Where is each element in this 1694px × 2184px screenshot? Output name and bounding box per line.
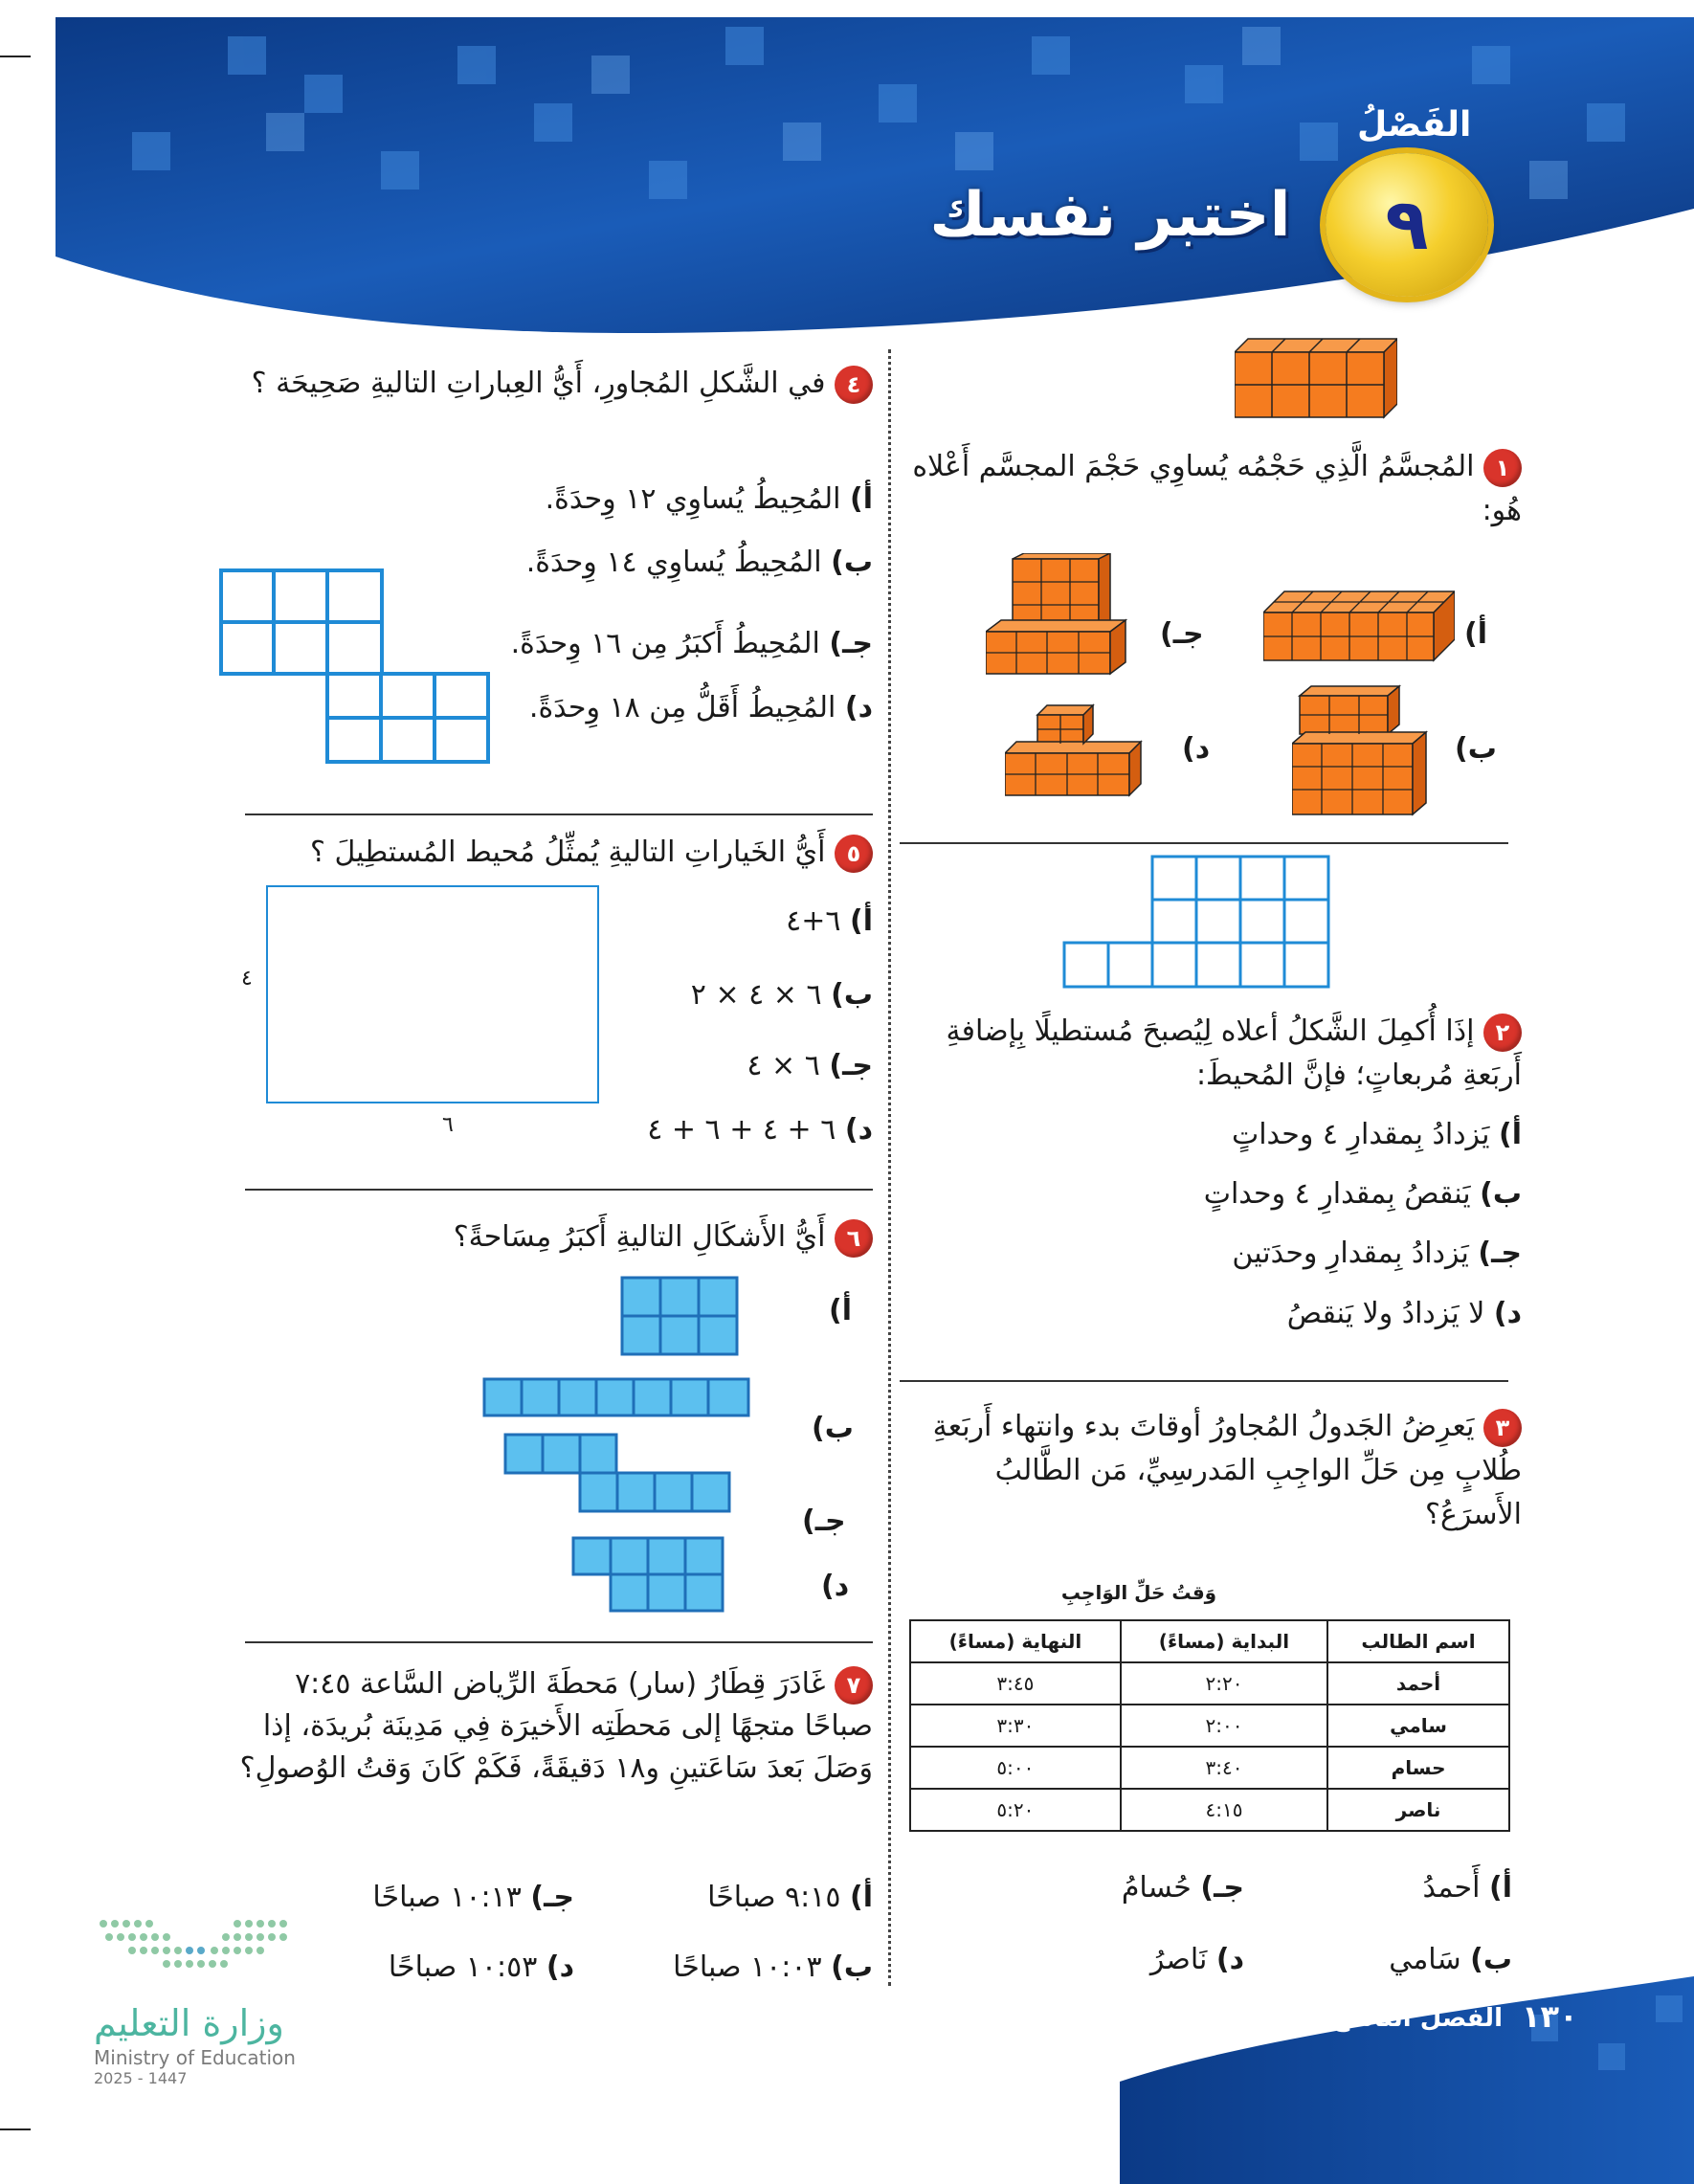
divider — [900, 1380, 1508, 1382]
q5-option-d[interactable] — [613, 1113, 873, 1147]
q4-option-b[interactable] — [450, 546, 873, 579]
q2-option-a-label: أ) — [1499, 1118, 1522, 1151]
q2-grid-figure — [1062, 855, 1330, 989]
table-cell: ٤:١٥ — [1121, 1789, 1327, 1831]
q2-option-a[interactable] — [957, 1118, 1522, 1151]
q3-option-a-text: أَحمدُ — [1422, 1871, 1481, 1905]
q2-number-badge: ٢ — [1483, 1014, 1522, 1052]
q5-option-c-text: ٦ × ٤ — [747, 1049, 820, 1082]
q6-text: أَيُّ الأَشكَالِ التاليةِ أَكبَرُ مِسَاحةً؟ — [453, 1220, 826, 1254]
q5-option-c-label: جـ) — [829, 1049, 873, 1082]
q2-option-b-label: ب) — [1480, 1177, 1522, 1211]
q1-option-d-solid — [1005, 703, 1148, 799]
q4-text: في الشَّكلِ المُجاورِ، أَيُّ العِباراتِ التاليةِ صَحِيحَة ؟ — [251, 367, 826, 400]
page-title: اختبر نفسك — [929, 180, 1291, 251]
q4-option-b-label: ب) — [831, 546, 873, 579]
q4-question — [230, 362, 873, 406]
q2-option-b-text: يَنقصُ بِمقدارِ ٤ وحداتٍ — [1203, 1177, 1471, 1211]
q3-option-c-label: جـ) — [1200, 1871, 1244, 1905]
divider — [245, 813, 873, 815]
table-cell: ٣:٤٥ — [910, 1662, 1121, 1705]
table-cell: سامي — [1327, 1705, 1509, 1747]
q5-number-badge: ٥ — [835, 835, 873, 873]
table-row — [910, 1747, 1509, 1789]
q5-width-label: ٦ — [442, 1113, 454, 1137]
q5-option-c[interactable] — [632, 1049, 873, 1082]
q6-option-c-shape — [503, 1433, 735, 1515]
q7-option-b[interactable] — [613, 1950, 873, 1984]
q4-option-a-text: المُحِيطُ يُساوِي ١٢ وِحدَةً. — [545, 482, 841, 516]
q2-option-c-text: يَزدادُ بِمقدارِ وحدَتين — [1232, 1237, 1469, 1270]
q2-option-b[interactable] — [957, 1177, 1522, 1211]
moe-name-en: Ministry of Education — [94, 2046, 296, 2069]
q3-table-title: وَقتُ حَلِّ الوَاجِبِ — [1060, 1581, 1217, 1604]
table-row — [910, 1705, 1509, 1747]
q3-option-b[interactable] — [1321, 1943, 1512, 1976]
q6-option-d-label[interactable]: د) — [821, 1570, 850, 1603]
q6-option-a-shape — [620, 1276, 741, 1358]
table-cell: ٣:٤٠ — [1121, 1747, 1327, 1789]
q6-option-b-shape — [482, 1377, 752, 1419]
q2-option-c-label: جـ) — [1478, 1237, 1522, 1270]
q2-option-c[interactable] — [957, 1237, 1522, 1270]
table-cell: ٢:٢٠ — [1121, 1662, 1327, 1705]
q2-text: إذَا أُكمِلَ الشَّكلُ أعلاه لِيُصبحَ مُستطيلًا بِإضافةِ أَربَعةِ مُربعاتٍ؛ فإنَّ المُحيطَ: — [946, 1014, 1522, 1092]
table-header-cell: البداية (مساءً) — [1121, 1620, 1327, 1662]
q5-option-a-label: أ) — [850, 904, 873, 938]
q6-question — [230, 1215, 873, 1259]
table-cell: ناصر — [1327, 1789, 1509, 1831]
q1-number-badge: ١ — [1483, 449, 1522, 487]
q7-option-a-text: ٩:١٥ صباحًا — [707, 1881, 841, 1914]
q7-option-a[interactable] — [632, 1881, 873, 1914]
q5-option-d-label: د) — [844, 1113, 873, 1147]
q6-option-c-label[interactable]: جـ) — [802, 1504, 846, 1538]
table-header-row — [910, 1620, 1509, 1662]
q5-option-b-text: ٦ × ٤ × ٢ — [690, 978, 822, 1012]
moe-name-ar: وزارة التعليم — [94, 2002, 284, 2044]
q3-table — [909, 1619, 1510, 1832]
q6-option-a-label[interactable]: أ) — [829, 1294, 852, 1327]
q3-text: يَعرِضُ الجَدولُ المُجاورُ أوقاتَ بدء وانتهاء أَربَعةِ طُلابٍ مِن حَلِّ الواجِبِ المَدرسِيِّ، مَن الطَّالبُ الأَسرَعُ؟ — [932, 1410, 1522, 1531]
q4-option-a[interactable] — [498, 482, 873, 516]
table-header-cell: اسم الطالب — [1327, 1620, 1509, 1662]
moe-year: 2025 - 1447 — [94, 2069, 188, 2087]
q7-question — [230, 1663, 873, 1790]
q5-option-d-text: ٦ + ٤ + ٦ + ٤ — [647, 1113, 836, 1147]
q1-option-d-label[interactable]: د) — [1182, 732, 1211, 766]
q7-option-d-text: ١٠:٥٣ صباحًا — [388, 1950, 538, 1984]
q1-option-c-label[interactable]: جـ) — [1160, 617, 1204, 651]
q7-text: غَادَرَ قِطَارُ (سار) مَحطَةَ الرِّياض السَّاعة ٧:٤٥ صباحًا متجهًا إلى مَحطَتِه الأَخيرَة فِي مَدِينَة بُريدَة، إذا وَصَلَ بَعدَ سَاعَتينِ و١٨ دَقيقَةً، فَكَمْ كَانَ وَقتُ الوُصولِ؟ — [239, 1667, 873, 1785]
moe-logo-dots-icon — [94, 1914, 304, 1991]
chapter-number-badge: ٩ — [1326, 153, 1488, 297]
q4-number-badge: ٤ — [835, 366, 873, 404]
q1-reference-solid — [1235, 333, 1397, 419]
q4-option-d[interactable] — [479, 691, 873, 724]
footer-chapter-text: الفصل التاسع: القياس — [1224, 2004, 1503, 2033]
q3-option-d-label: د) — [1215, 1943, 1244, 1976]
q3-option-d[interactable] — [1034, 1943, 1244, 1976]
divider — [900, 842, 1508, 844]
q2-option-d-text: لا يَزدادُ ولا يَنقصُ — [1286, 1297, 1485, 1330]
q4-option-b-text: المُحِيطُ يُساوِي ١٤ وِحدَةً. — [525, 546, 822, 579]
q4-grid-figure — [218, 568, 492, 765]
q5-rectangle — [266, 885, 599, 1103]
q5-height-label: ٤ — [241, 967, 253, 991]
table-cell: ٢:٠٠ — [1121, 1705, 1327, 1747]
q2-option-d-label: د) — [1493, 1297, 1522, 1330]
q3-number-badge: ٣ — [1483, 1409, 1522, 1447]
q2-option-a-text: يَزدادُ بِمقدارِ ٤ وحداتٍ — [1231, 1118, 1490, 1151]
crop-mark — [0, 56, 31, 57]
q7-option-a-label: أ) — [850, 1881, 873, 1914]
q4-option-c-text: المُحِيطُ أَكبَرُ مِن ١٦ وِحدَةً. — [510, 627, 820, 660]
table-cell: ٣:٣٠ — [910, 1705, 1121, 1747]
q7-number-badge: ٧ — [835, 1666, 873, 1705]
q7-option-c-label: جـ) — [530, 1881, 574, 1914]
q1-option-a-solid — [1263, 586, 1455, 662]
q1-option-c-solid — [986, 553, 1129, 678]
q5-option-a-text: ٦+٤ — [786, 904, 841, 938]
table-cell: ٥:٠٠ — [910, 1747, 1121, 1789]
q7-option-d[interactable] — [325, 1950, 574, 1984]
q3-option-a-label: أ) — [1489, 1871, 1512, 1905]
table-cell: حسام — [1327, 1747, 1509, 1789]
column-divider — [888, 349, 891, 1986]
q1-option-b-solid — [1292, 684, 1436, 818]
q7-option-b-text: ١٠:٠٣ صباحًا — [673, 1950, 822, 1984]
q5-option-a[interactable] — [632, 904, 873, 938]
q2-option-d[interactable] — [957, 1297, 1522, 1330]
q4-option-d-label: د) — [844, 691, 873, 724]
q7-option-c-text: ١٠:١٣ صباحًا — [372, 1881, 522, 1914]
q1-text: المُجسَّمُ الَّذِي حَجْمُه يُساوِي حَجْمَ المجسَّم أَعْلاه هُو: — [912, 450, 1522, 527]
q7-option-c[interactable] — [325, 1881, 574, 1914]
q5-option-b-label: ب) — [831, 978, 873, 1012]
chapter-label: الفَصْلُ — [1357, 105, 1472, 145]
q6-option-b-label[interactable]: ب) — [812, 1412, 854, 1445]
q3-option-c[interactable] — [1034, 1871, 1244, 1905]
q1-question — [909, 445, 1522, 533]
q3-option-d-text: نَاصرُ — [1149, 1943, 1208, 1976]
table-cell: ٥:٢٠ — [910, 1789, 1121, 1831]
divider — [245, 1641, 873, 1643]
q7-option-b-label: ب) — [831, 1950, 873, 1984]
page-number: ١٣٠ — [1522, 1998, 1578, 2035]
q4-option-a-label: أ) — [850, 482, 873, 516]
q5-option-b[interactable] — [632, 978, 873, 1012]
table-cell: أحمد — [1327, 1662, 1509, 1705]
divider — [245, 1189, 873, 1191]
table-row — [910, 1662, 1509, 1705]
q1-option-a-label[interactable]: أ) — [1464, 617, 1487, 651]
q6-number-badge: ٦ — [835, 1219, 873, 1258]
q2-question — [909, 1010, 1522, 1098]
q1-option-b-label[interactable]: ب) — [1455, 732, 1497, 766]
table-row — [910, 1789, 1509, 1831]
crop-mark — [0, 2128, 31, 2130]
q7-option-d-label: د) — [546, 1950, 574, 1984]
q5-question — [230, 831, 873, 875]
table-header-cell: النهاية (مساءً) — [910, 1620, 1121, 1662]
q3-option-c-text: حُسامُ — [1121, 1871, 1192, 1905]
q3-option-b-text: سَامي — [1389, 1943, 1461, 1976]
q3-question — [909, 1405, 1522, 1537]
q3-option-b-label: ب) — [1470, 1943, 1512, 1976]
q3-option-a[interactable] — [1321, 1871, 1512, 1905]
q6-option-d-shape — [571, 1536, 728, 1616]
q5-text: أَيُّ الخَياراتِ التاليةِ يُمثِّلُ مُحيط المُستطِيلَ ؟ — [310, 836, 826, 869]
q4-option-d-text: المُحِيطُ أَقَلُّ مِن ١٨ وِحدَةً. — [528, 691, 836, 724]
q4-option-c-label: جـ) — [829, 627, 873, 660]
